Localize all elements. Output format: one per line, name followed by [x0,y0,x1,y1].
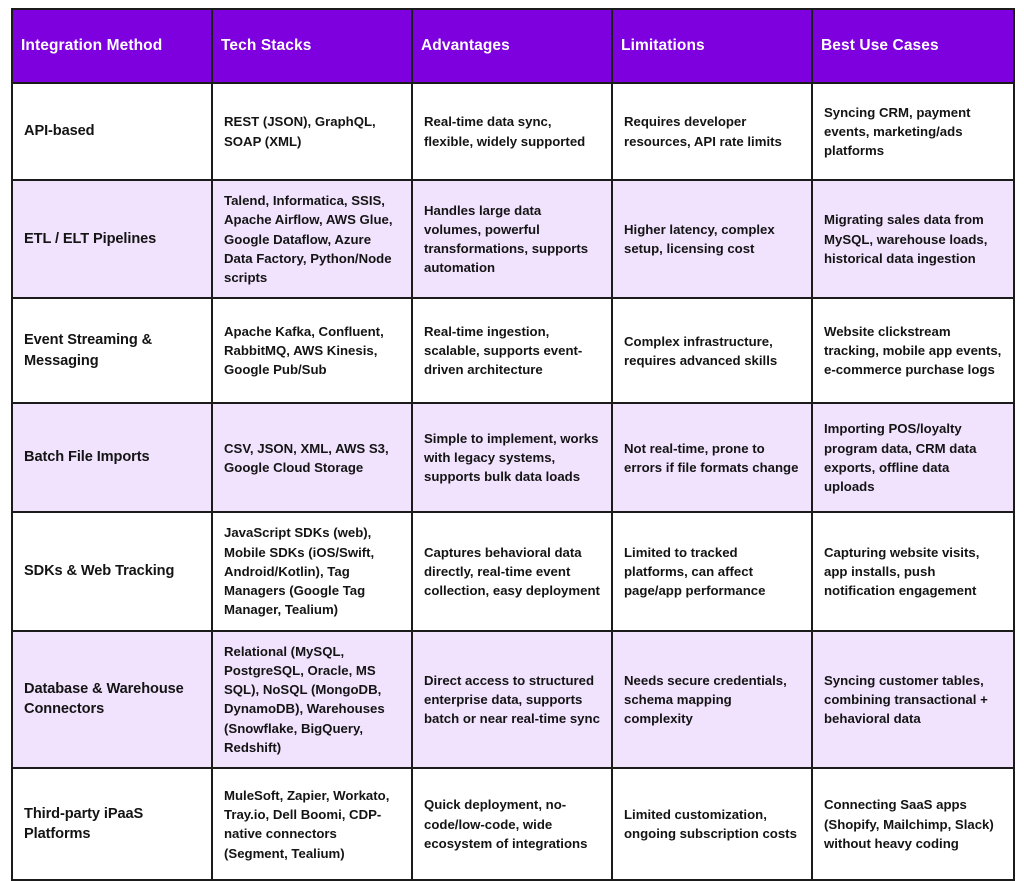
cell-tech-stacks: Talend, Informatica, SSIS, Apache Airflow, AWS Glue, Google Dataflow, Azure Data Factory, Python/Node scripts [212,180,412,298]
cell-method: SDKs & Web Tracking [12,512,212,630]
cell-advantages: Captures behavioral data directly, real-time event collection, easy deployment [412,512,612,630]
cell-advantages: Handles large data volumes, powerful transformations, supports automation [412,180,612,298]
table-row [12,768,1014,880]
header-row [12,9,1014,83]
cell-best-use-cases: Syncing CRM, payment events, marketing/ads platforms [812,83,1014,180]
cell-tech-stacks: REST (JSON), GraphQL, SOAP (XML) [212,83,412,180]
cell-advantages: Quick deployment, no-code/low-code, wide ecosystem of integrations [412,768,612,880]
table-row [12,512,1014,630]
table-row [12,83,1014,180]
cell-tech-stacks: Apache Kafka, Confluent, RabbitMQ, AWS Kinesis, Google Pub/Sub [212,298,412,403]
cell-limitations: Limited customization, ongoing subscription costs [612,768,812,880]
table-row [12,631,1014,769]
table-body [12,83,1014,880]
cell-limitations: Complex infrastructure, requires advanced skills [612,298,812,403]
column-header-best-use-cases: Best Use Cases [812,9,1014,83]
cell-tech-stacks: JavaScript SDKs (web), Mobile SDKs (iOS/Swift, Android/Kotlin), Tag Managers (Google Tag Manager, Tealium) [212,512,412,630]
cell-method: Database & Warehouse Connectors [12,631,212,769]
cell-best-use-cases: Capturing website visits, app installs, push notification engagement [812,512,1014,630]
column-header-tech-stacks: Tech Stacks [212,9,412,83]
cell-method: API-based [12,83,212,180]
cell-advantages: Real-time data sync, flexible, widely supported [412,83,612,180]
cell-method: Batch File Imports [12,403,212,512]
cell-method: ETL / ELT Pipelines [12,180,212,298]
cell-limitations: Not real-time, prone to errors if file formats change [612,403,812,512]
cell-method: Third-party iPaaS Platforms [12,768,212,880]
table-row [12,180,1014,298]
cell-best-use-cases: Syncing customer tables, combining transactional + behavioral data [812,631,1014,769]
table-row [12,403,1014,512]
column-header-limitations: Limitations [612,9,812,83]
table-row [12,298,1014,403]
cell-best-use-cases: Importing POS/loyalty program data, CRM data exports, offline data uploads [812,403,1014,512]
cell-best-use-cases: Connecting SaaS apps (Shopify, Mailchimp, Slack) without heavy coding [812,768,1014,880]
cell-limitations: Limited to tracked platforms, can affect page/app performance [612,512,812,630]
cell-limitations: Requires developer resources, API rate limits [612,83,812,180]
cell-tech-stacks: CSV, JSON, XML, AWS S3, Google Cloud Storage [212,403,412,512]
cell-tech-stacks: Relational (MySQL, PostgreSQL, Oracle, MS SQL), NoSQL (MongoDB, DynamoDB), Warehouses (Snowflake, BigQuery, Redshift) [212,631,412,769]
column-header-advantages: Advantages [412,9,612,83]
column-header-integration-method: Integration Method [12,9,212,83]
cell-best-use-cases: Website clickstream tracking, mobile app events, e-commerce purchase logs [812,298,1014,403]
cell-method: Event Streaming & Messaging [12,298,212,403]
integration-methods-table [11,8,1015,881]
table-header [12,9,1014,83]
cell-best-use-cases: Migrating sales data from MySQL, warehouse loads, historical data ingestion [812,180,1014,298]
cell-advantages: Real-time ingestion, scalable, supports event-driven architecture [412,298,612,403]
cell-limitations: Needs secure credentials, schema mapping complexity [612,631,812,769]
cell-advantages: Simple to implement, works with legacy systems, supports bulk data loads [412,403,612,512]
cell-tech-stacks: MuleSoft, Zapier, Workato, Tray.io, Dell Boomi, CDP-native connectors (Segment, Tealium) [212,768,412,880]
cell-advantages: Direct access to structured enterprise data, supports batch or near real-time sync [412,631,612,769]
cell-limitations: Higher latency, complex setup, licensing cost [612,180,812,298]
